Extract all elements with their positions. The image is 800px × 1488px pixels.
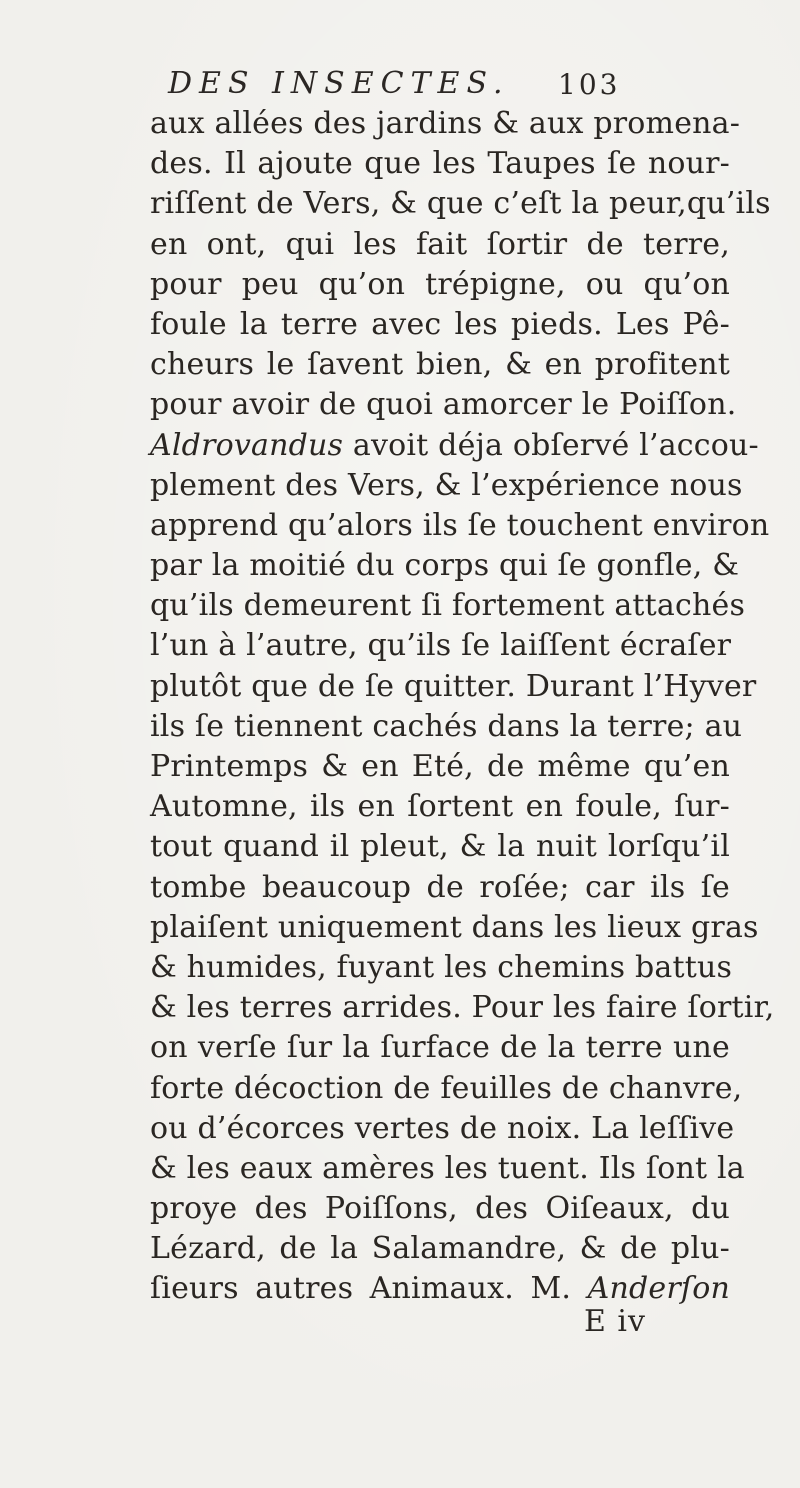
text-line: Automne, ils en ſortent en foule, ſur-	[150, 789, 730, 825]
text-line: par la moitié du corps qui ſe gonfle, &	[150, 548, 740, 584]
text-line-italic-start: Aldrovandus avoit déja obſervé l’accou-	[150, 427, 759, 463]
text-line: Lézard, de la Salamandre, & de plu-	[150, 1231, 730, 1267]
text-line-italic-end: ſieurs autres Animaux. M. Anderſon	[150, 1271, 730, 1307]
italic-name: Anderſon	[587, 1271, 730, 1307]
text-line: pour avoir de quoi amorcer le Poiſſon.	[150, 387, 737, 423]
text-line: & humides, fuyant les chemins battus	[150, 949, 733, 985]
text-line: tombe beaucoup de roſée; car ils ſe	[150, 869, 730, 905]
text-line: plement des Vers, & l’expérience nous	[150, 467, 743, 503]
text-line: qu’ils demeurent ſi fortement attachés	[150, 588, 746, 624]
text-line: plaiſent uniquement dans les lieux gras	[150, 909, 759, 945]
text-line: Printemps & en Eté, de même qu’en	[150, 749, 730, 784]
text-line: ou d’écorces vertes de noix. La leſſive	[150, 1110, 735, 1146]
text-line: cheurs le ſavent bien, & en profitent	[150, 347, 730, 383]
signature-mark: E iv	[584, 1304, 646, 1339]
text-line: aux allées des jardins & aux promena-	[150, 106, 741, 141]
text-line: ils ſe tiennent cachés dans la terre; au	[150, 708, 743, 744]
text-line: foule la terre avec les pieds. Les Pê-	[150, 306, 730, 342]
body-text	[150, 104, 775, 1310]
running-head	[168, 66, 668, 106]
page-number: 103	[558, 68, 621, 101]
text-line: forte décoction de feuilles de chanvre,	[150, 1070, 743, 1106]
text-line: des. Il ajoute que les Taupes ſe nour-	[150, 146, 730, 182]
text-line: & les eaux amères les tuent. Ils ſont la	[150, 1150, 745, 1186]
text-line: & les terres arrides. Pour les faire ſortir,	[150, 990, 775, 1026]
text-line: apprend qu’alors ils ſe touchent environ	[150, 507, 770, 543]
text-line: riſſent de Vers, & que c’eſt la peur,qu’ils	[150, 186, 771, 222]
text-line: pour peu qu’on trépigne, ou qu’on	[150, 266, 730, 302]
text-line: proye des Poiſſons, des Oiſeaux, du	[150, 1191, 730, 1227]
text-line: tout quand il pleut, & la nuit lorſqu’il	[150, 829, 730, 865]
running-head-title: DES INSECTES.	[168, 66, 510, 101]
text-line: l’un à l’autre, qu’ils ſe laiſſent écraſer	[150, 628, 732, 664]
italic-name: Aldrovandus	[150, 427, 344, 463]
text-line: en ont, qui les fait ſortir de terre,	[150, 226, 730, 262]
text-line: on verſe ſur la ſurface de la terre une	[150, 1030, 730, 1066]
text-line: plutôt que de ſe quitter. Durant l’Hyver	[150, 668, 757, 704]
